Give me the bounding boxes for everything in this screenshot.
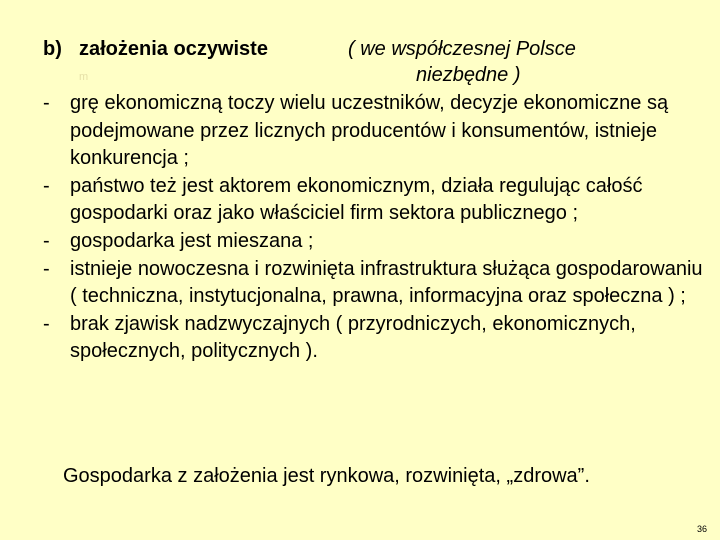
list-item-text: gospodarka jest mieszana ; xyxy=(70,229,314,252)
list-item-text: brak zjawisk nadzwyczajnych ( przyrodniczych, ekonomicznych, społecznych, politycznych ). xyxy=(70,312,636,363)
list-item-text: państwo też jest aktorem ekonomicznym, działa regulując całość gospodarki oraz jako właściciel firm sektora publicznego ; xyxy=(70,174,643,225)
list-item-text: istnieje nowoczesna i rozwinięta infrastruktura służąca gospodarowaniu ( techniczna, instytucjonalna, prawna, informacyjna oraz społeczna ) ; xyxy=(70,257,703,308)
list-item xyxy=(43,256,713,311)
list-item xyxy=(43,90,713,173)
list-dash: - xyxy=(43,229,50,252)
heading-note-line1: ( we współczesnej Polsce xyxy=(348,38,576,60)
list-dash: - xyxy=(43,257,50,280)
list-item-text: grę ekonomiczną toczy wielu uczestników, decyzje ekonomiczne są podejmowane przez licznych producentów i konsumentów, istnieje konkurencja ; xyxy=(70,92,669,170)
assumptions-list xyxy=(43,90,713,366)
heading-title: założenia oczywiste xyxy=(79,38,268,60)
list-dash: - xyxy=(43,174,50,197)
page-number: 36 xyxy=(696,524,707,534)
heading-ghost-mark: m xyxy=(79,71,89,83)
summary-text: Gospodarka z założenia jest rynkowa, rozwinięta, „zdrowa”. xyxy=(63,465,590,487)
heading-prefix: b) xyxy=(43,38,62,60)
list-item xyxy=(43,173,713,228)
list-item xyxy=(43,311,713,366)
heading-note-line2: niezbędne ) xyxy=(416,64,521,86)
list-dash: - xyxy=(43,312,50,335)
list-item xyxy=(43,228,713,256)
list-dash: - xyxy=(43,92,50,114)
